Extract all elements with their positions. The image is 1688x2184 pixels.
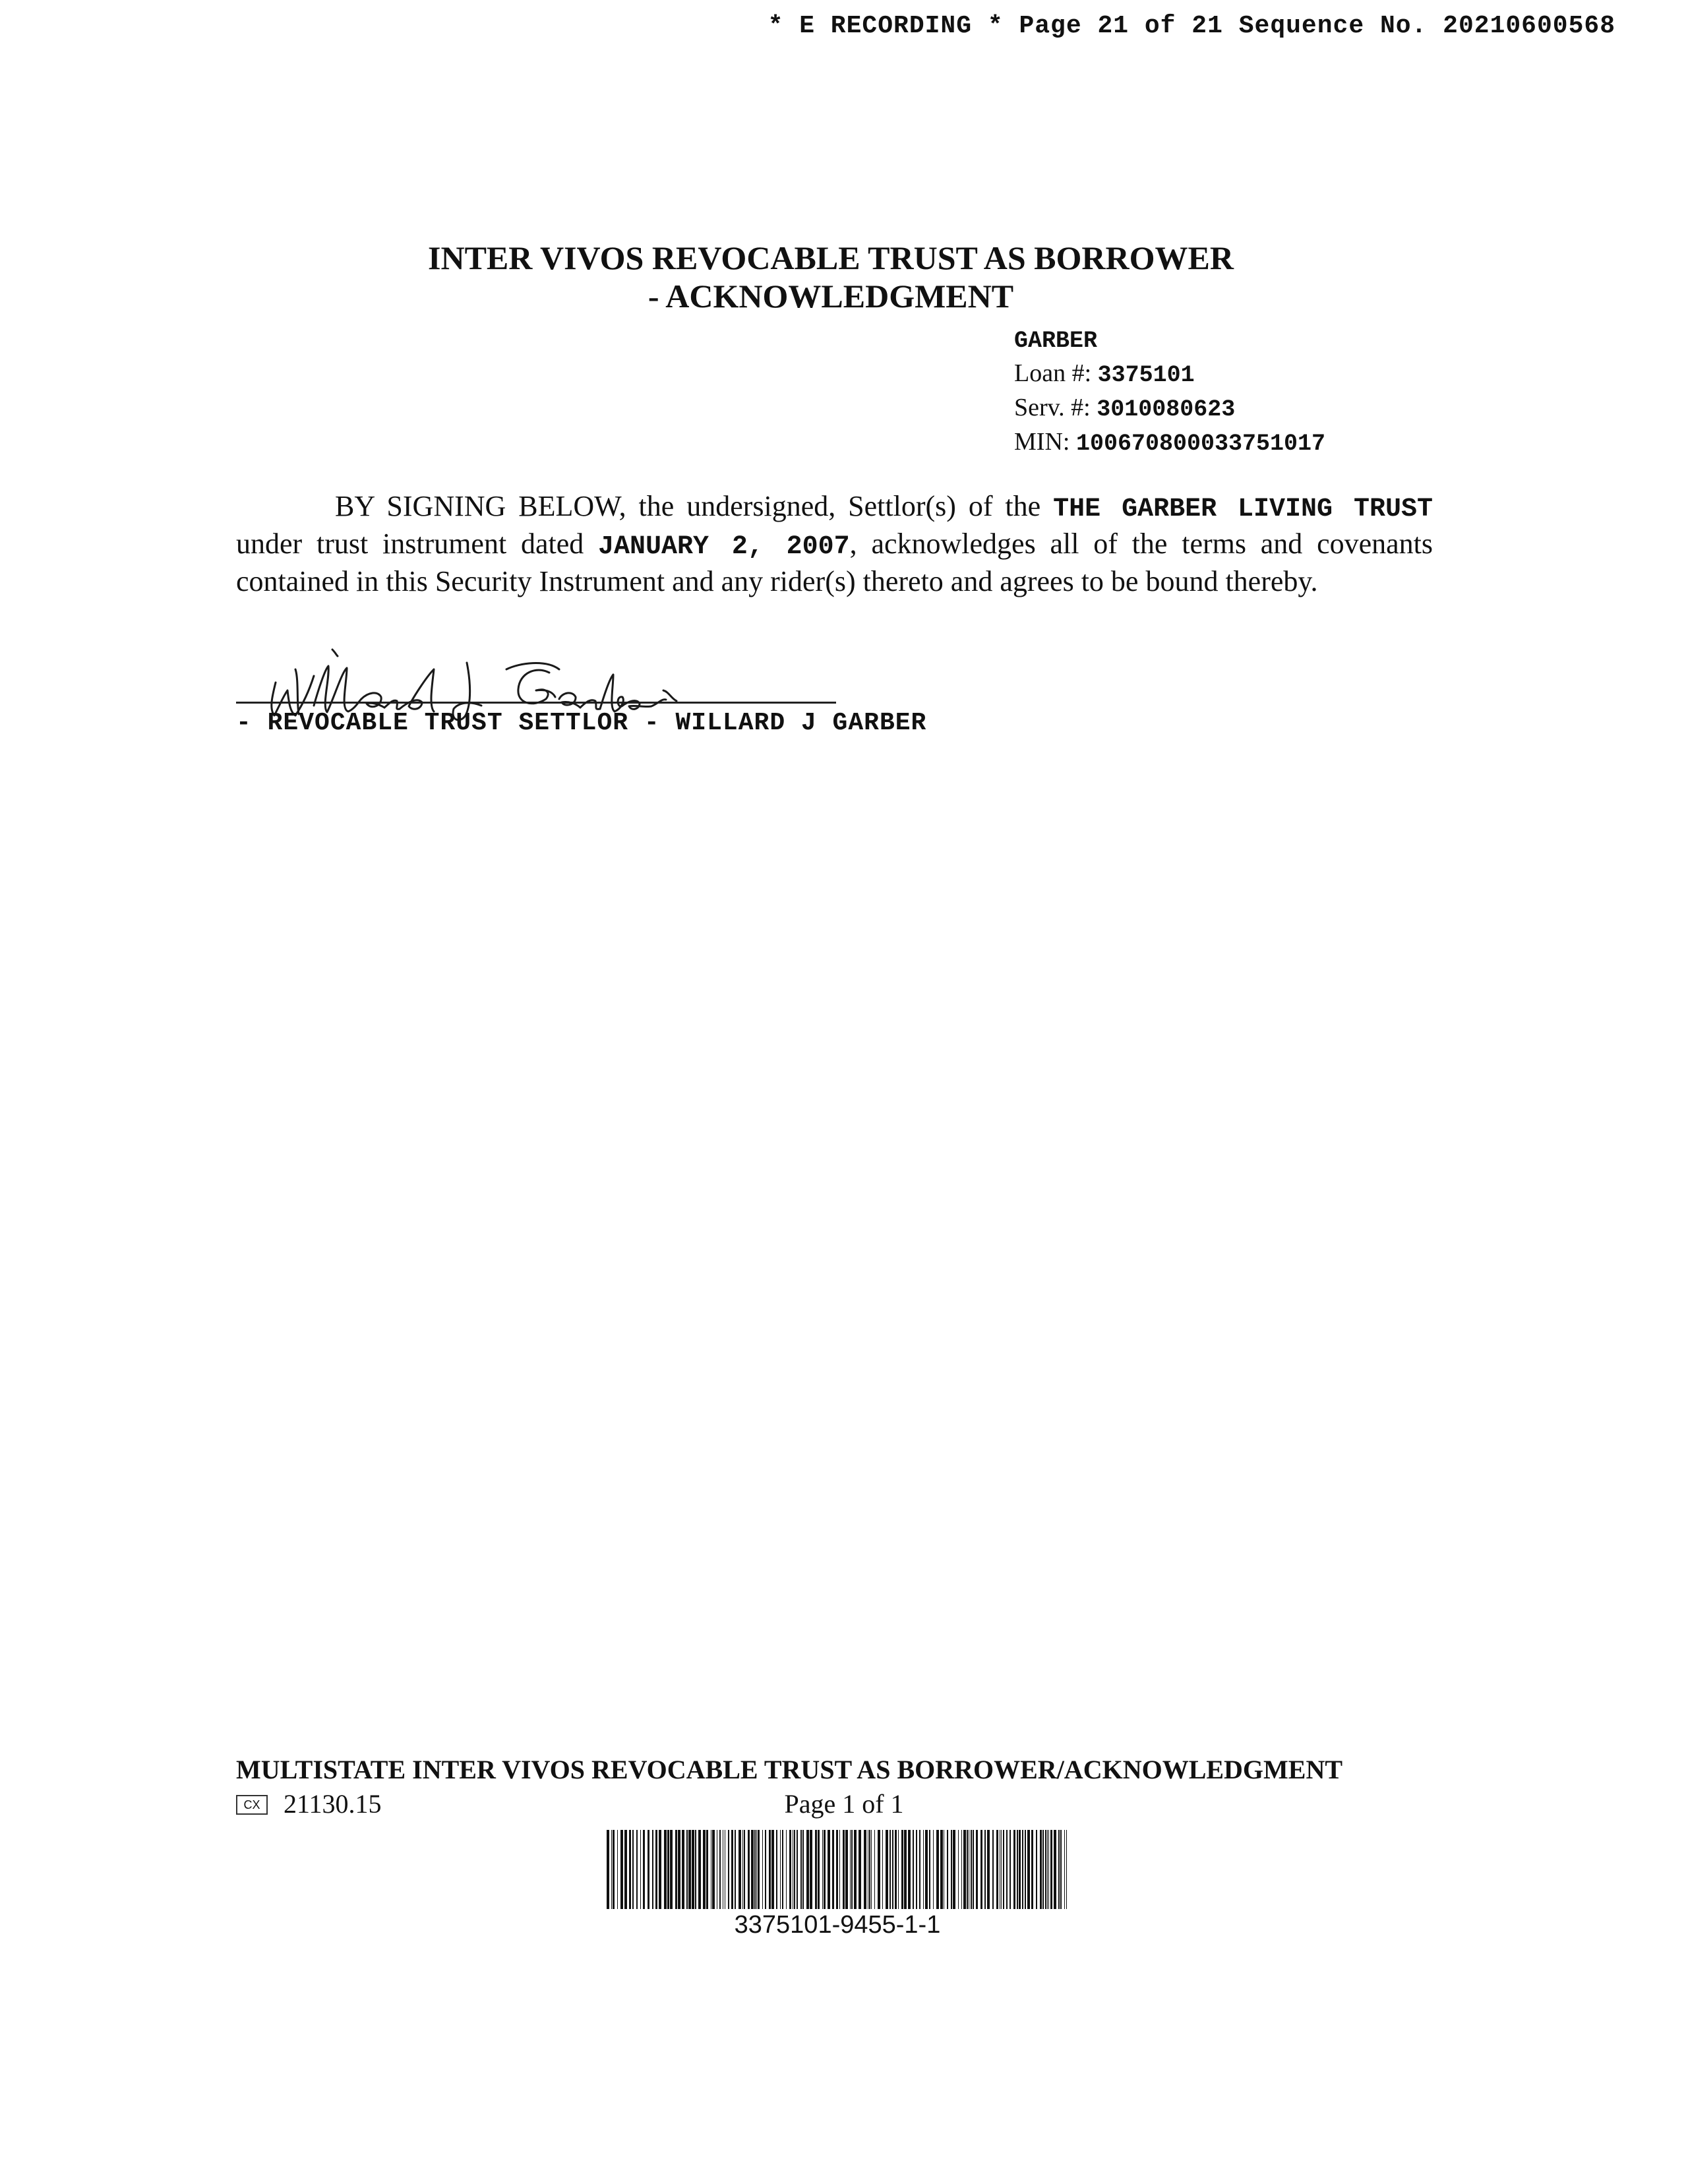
- barcode-bar: [898, 1830, 899, 1909]
- barcode-bar: [758, 1830, 760, 1909]
- barcode-bar: [643, 1830, 645, 1909]
- barcode-bar: [874, 1830, 875, 1909]
- barcode-bar: [1019, 1830, 1021, 1909]
- barcode-bar: [832, 1830, 834, 1909]
- barcode-bar: [1001, 1830, 1002, 1909]
- barcode-bar: [904, 1830, 907, 1909]
- barcode-bar: [652, 1830, 653, 1909]
- page-number: Page 1 of 1: [784, 1789, 904, 1819]
- barcode-bar: [789, 1830, 791, 1909]
- barcode-bar: [776, 1830, 777, 1909]
- barcode-bar: [632, 1830, 634, 1909]
- barcode-bar: [822, 1830, 823, 1909]
- barcode-bar: [1031, 1830, 1033, 1909]
- barcode-bar: [744, 1830, 745, 1909]
- barcode-bar: [1036, 1830, 1037, 1909]
- barcode-bar: [987, 1830, 990, 1909]
- barcode-bar: [1058, 1830, 1060, 1909]
- barcode-bar: [800, 1830, 802, 1909]
- barcode-bar: [648, 1830, 649, 1909]
- body-text-part-3: , acknowledges all of the terms and covenants contained in this Security Instrument and any rider(s) thereto and agrees to be bound thereby.: [236, 528, 1433, 597]
- barcode-bar: [1013, 1830, 1015, 1909]
- barcode-bar: [951, 1830, 952, 1909]
- barcode-bar: [892, 1830, 893, 1909]
- barcode-bar: [797, 1830, 798, 1909]
- barcode-bar: [624, 1830, 627, 1909]
- serv-number-row: [1014, 392, 1325, 426]
- barcode-bar: [882, 1830, 883, 1909]
- barcode-bar: [916, 1830, 917, 1909]
- barcode-bar: [919, 1830, 920, 1909]
- barcode-bar: [913, 1830, 914, 1909]
- barcode-bar: [695, 1830, 696, 1909]
- barcode-number: 3375101-9455-1-1: [734, 1911, 941, 1939]
- barcode-bar: [1047, 1830, 1048, 1909]
- barcode-bar: [731, 1830, 733, 1909]
- barcode-bar: [953, 1830, 955, 1909]
- form-number: 21130.15: [284, 1789, 382, 1819]
- barcode-bar: [617, 1830, 618, 1909]
- barcode-bar: [1006, 1830, 1008, 1909]
- barcode-bar: [996, 1830, 998, 1909]
- loan-number-label: Loan #:: [1014, 359, 1092, 387]
- barcode-bar: [901, 1830, 903, 1909]
- barcode-bar: [1064, 1830, 1065, 1909]
- barcode-bar: [607, 1830, 609, 1909]
- barcode-bar: [836, 1830, 838, 1909]
- barcode-bar: [692, 1830, 694, 1909]
- barcode-bar: [908, 1830, 911, 1909]
- barcode-bar: [895, 1830, 897, 1909]
- title-line-2: - ACKNOWLEDGMENT: [648, 278, 1014, 315]
- barcode-bar: [611, 1830, 612, 1909]
- barcode-bar: [936, 1830, 939, 1909]
- barcode-bar: [839, 1830, 840, 1909]
- barcode-bar: [869, 1830, 870, 1909]
- borrower-name: GARBER: [1014, 328, 1098, 354]
- barcode-bar: [655, 1830, 657, 1909]
- barcode-bar: [629, 1830, 631, 1909]
- barcode-bar: [992, 1830, 994, 1909]
- barcode-bar: [765, 1830, 766, 1909]
- barcode-bar: [735, 1830, 736, 1909]
- serv-number: 3010080623: [1097, 396, 1236, 423]
- barcode-bar: [886, 1830, 888, 1909]
- barcode-bar: [1060, 1830, 1062, 1909]
- barcode-bar: [854, 1830, 857, 1909]
- barcode-bar: [963, 1830, 966, 1909]
- barcode-bar: [878, 1830, 880, 1909]
- barcode-bar: [682, 1830, 684, 1909]
- barcode-bar: [850, 1830, 851, 1909]
- barcode-bar: [762, 1830, 763, 1909]
- trust-name: THE GARBER LIVING TRUST: [1053, 495, 1433, 524]
- barcode-bar: [828, 1830, 830, 1909]
- barcode-bar: [1066, 1830, 1067, 1909]
- barcode-bar: [1050, 1830, 1052, 1909]
- barcode-bar: [706, 1830, 708, 1909]
- barcode-bar: [659, 1830, 661, 1909]
- barcode-bar: [967, 1830, 968, 1909]
- barcode-bar: [843, 1830, 845, 1909]
- body-text-part-1: BY SIGNING BELOW, the undersigned, Settlor(s) of the: [335, 490, 1054, 522]
- barcode-bar: [1042, 1830, 1044, 1909]
- barcode-bar: [1025, 1830, 1026, 1909]
- barcode-bar: [794, 1830, 795, 1909]
- barcode-bar: [771, 1830, 774, 1909]
- min-number: 100670800033751017: [1075, 431, 1326, 457]
- barcode-bar: [754, 1830, 756, 1909]
- loan-info-block: [1014, 325, 1325, 460]
- barcode-bar: [971, 1830, 972, 1909]
- barcode-bar: [923, 1830, 924, 1909]
- barcode-bar: [864, 1830, 866, 1909]
- barcode-bar: [824, 1830, 826, 1909]
- barcode-bar: [698, 1830, 701, 1909]
- barcode-bar: [670, 1830, 673, 1909]
- barcode-bar: [815, 1830, 817, 1909]
- barcode-bar: [1045, 1830, 1046, 1909]
- barcode-bar: [851, 1830, 853, 1909]
- barcode-bar: [1017, 1830, 1018, 1909]
- barcode-bar: [620, 1830, 623, 1909]
- barcode-bar: [751, 1830, 754, 1909]
- barcode-bar: [818, 1830, 820, 1909]
- barcode-bar: [889, 1830, 891, 1909]
- barcode-bar: [678, 1830, 680, 1909]
- recording-stamp: * E RECORDING * Page 21 of 21 Sequence No. 20210600568: [768, 12, 1615, 40]
- cx-logo-icon: CX: [236, 1795, 268, 1815]
- barcode-bar: [961, 1830, 962, 1909]
- barcode-bar: [636, 1830, 638, 1909]
- form-title: MULTISTATE INTER VIVOS REVOCABLE TRUST AS BORROWER/ACKNOWLEDGMENT: [236, 1755, 1343, 1784]
- min-number-row: [1014, 426, 1325, 460]
- barcode-bar: [780, 1830, 781, 1909]
- barcode-bar: [786, 1830, 787, 1909]
- title-line-1: INTER VIVOS REVOCABLE TRUST AS BORROWER: [428, 239, 1234, 276]
- barcode-bar: [845, 1830, 848, 1909]
- barcode-bar: [667, 1830, 669, 1909]
- barcode-bar: [1010, 1830, 1011, 1909]
- barcode-bar: [728, 1830, 729, 1909]
- barcode-bar: [1054, 1830, 1056, 1909]
- barcode-bar: [929, 1830, 930, 1909]
- barcode-bar: [859, 1830, 861, 1909]
- barcode-bar: [1003, 1830, 1004, 1909]
- barcode-bar: [1022, 1830, 1023, 1909]
- barcode-bar: [933, 1830, 934, 1909]
- barcode-bar: [871, 1830, 872, 1909]
- barcode-bar: [640, 1830, 641, 1909]
- barcode-bar: [688, 1830, 691, 1909]
- barcode-bar: [1040, 1830, 1042, 1909]
- barcode-bar: [664, 1830, 667, 1909]
- signature-caption: - REVOCABLE TRUST SETTLOR - WILLARD J GARBER: [236, 709, 927, 737]
- barcode-bar: [756, 1830, 757, 1909]
- barcode-bar: [802, 1830, 804, 1909]
- barcode-bar: [742, 1830, 743, 1909]
- barcode-bar: [1027, 1830, 1030, 1909]
- body-text-part-2: under trust instrument dated: [236, 528, 599, 560]
- acknowledgment-paragraph: [236, 489, 1433, 599]
- barcode-bar: [810, 1830, 812, 1909]
- trust-date: JANUARY 2, 2007: [598, 532, 850, 562]
- barcode-bar: [925, 1830, 928, 1909]
- barcode-bar: [976, 1830, 978, 1909]
- barcode-bar: [686, 1830, 688, 1909]
- serv-number-label: Serv. #:: [1014, 394, 1091, 421]
- barcode-bar: [806, 1830, 809, 1909]
- barcode-bar: [958, 1830, 959, 1909]
- barcode-bar: [973, 1830, 974, 1909]
- barcode-bar: [719, 1830, 721, 1909]
- barcode-bar: [712, 1830, 715, 1909]
- barcode-bar: [940, 1830, 943, 1909]
- barcode-bar: [675, 1830, 677, 1909]
- barcode-bar: [738, 1830, 741, 1909]
- barcode-bar: [769, 1830, 771, 1909]
- barcode-bar: [947, 1830, 948, 1909]
- barcode-bar: [980, 1830, 982, 1909]
- barcode-bar: [703, 1830, 706, 1909]
- barcode-bar: [613, 1830, 615, 1909]
- document-title: [0, 239, 1662, 315]
- barcode-bar: [748, 1830, 750, 1909]
- loan-number-row: [1014, 357, 1325, 392]
- loan-number: 3375101: [1097, 362, 1195, 388]
- barcode: [607, 1830, 1067, 1909]
- min-number-label: MIN:: [1014, 428, 1070, 456]
- barcode-bar: [984, 1830, 986, 1909]
- barcode-bar: [1048, 1830, 1049, 1909]
- barcode-bar: [782, 1830, 783, 1909]
